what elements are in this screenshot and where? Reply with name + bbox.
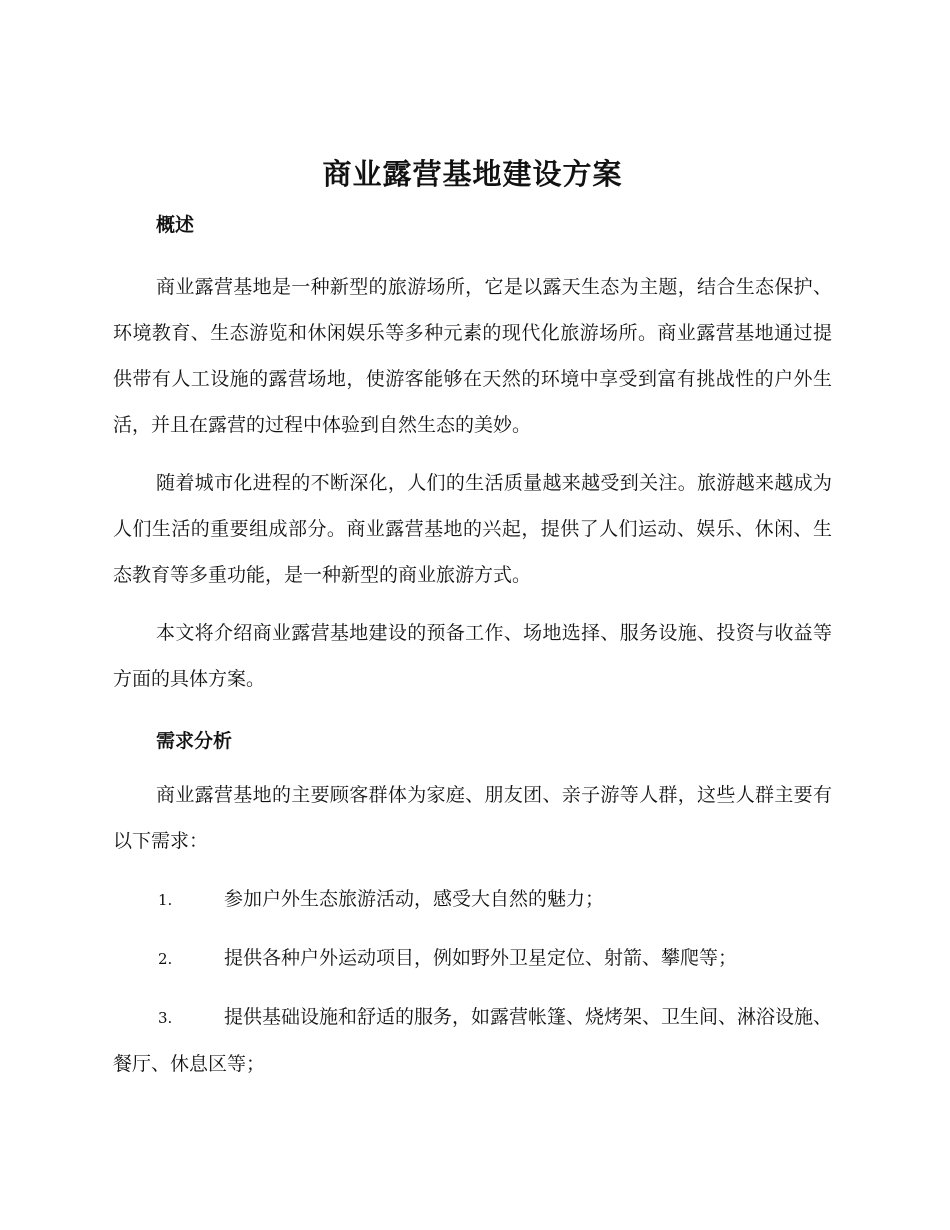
paragraph: 商业露营基地是一种新型的旅游场所，它是以露天生态为主题，结合生态保护、环境教育、生态游览和休闲娱乐等多种元素的现代化旅游场所。商业露营基地通过提供带有人工设施的露营场地，使游客能够在天然的环境中享受到富有挑战性的户外生活，并且在露营的过程中体验到自然生态的美妙。 bbox=[113, 276, 832, 436]
list-text: 提供基础设施和舒适的服务，如露营帐篷、烧烤架、卫生间、淋浴设施、餐厅、休息区等； bbox=[113, 1006, 833, 1075]
list-item bbox=[113, 935, 832, 982]
paragraph: 随着城市化进程的不断深化，人们的生活质量越来越受到关注。旅游越来越成为人们生活的重要组成部分。商业露营基地的兴起，提供了人们运动、娱乐、休闲、生态教育等多重功能，是一种新型的商业旅游方式。 bbox=[113, 472, 832, 586]
paragraph: 商业露营基地的主要顾客群体为家庭、朋友团、亲子游等人群，这些人群主要有以下需求： bbox=[113, 784, 832, 852]
document-title: 商业露营基地建设方案 bbox=[322, 157, 623, 191]
section-heading-demand-analysis: 需求分析 bbox=[156, 730, 233, 752]
section-heading-overview: 概述 bbox=[156, 214, 195, 236]
list-item bbox=[113, 876, 832, 923]
list-text: 提供各种户外运动项目，例如野外卫星定位、射箭、攀爬等； bbox=[224, 947, 738, 969]
paragraph: 本文将介绍商业露营基地建设的预备工作、场地选择、服务设施、投资与收益等方面的具体方案。 bbox=[113, 622, 832, 690]
list-number: 2. bbox=[158, 950, 173, 968]
list-text: 参加户外生态旅游活动，感受大自然的魅力； bbox=[224, 888, 605, 910]
list-number: 1. bbox=[158, 891, 173, 909]
list-number: 3. bbox=[158, 1009, 173, 1027]
list-item bbox=[113, 994, 832, 1087]
